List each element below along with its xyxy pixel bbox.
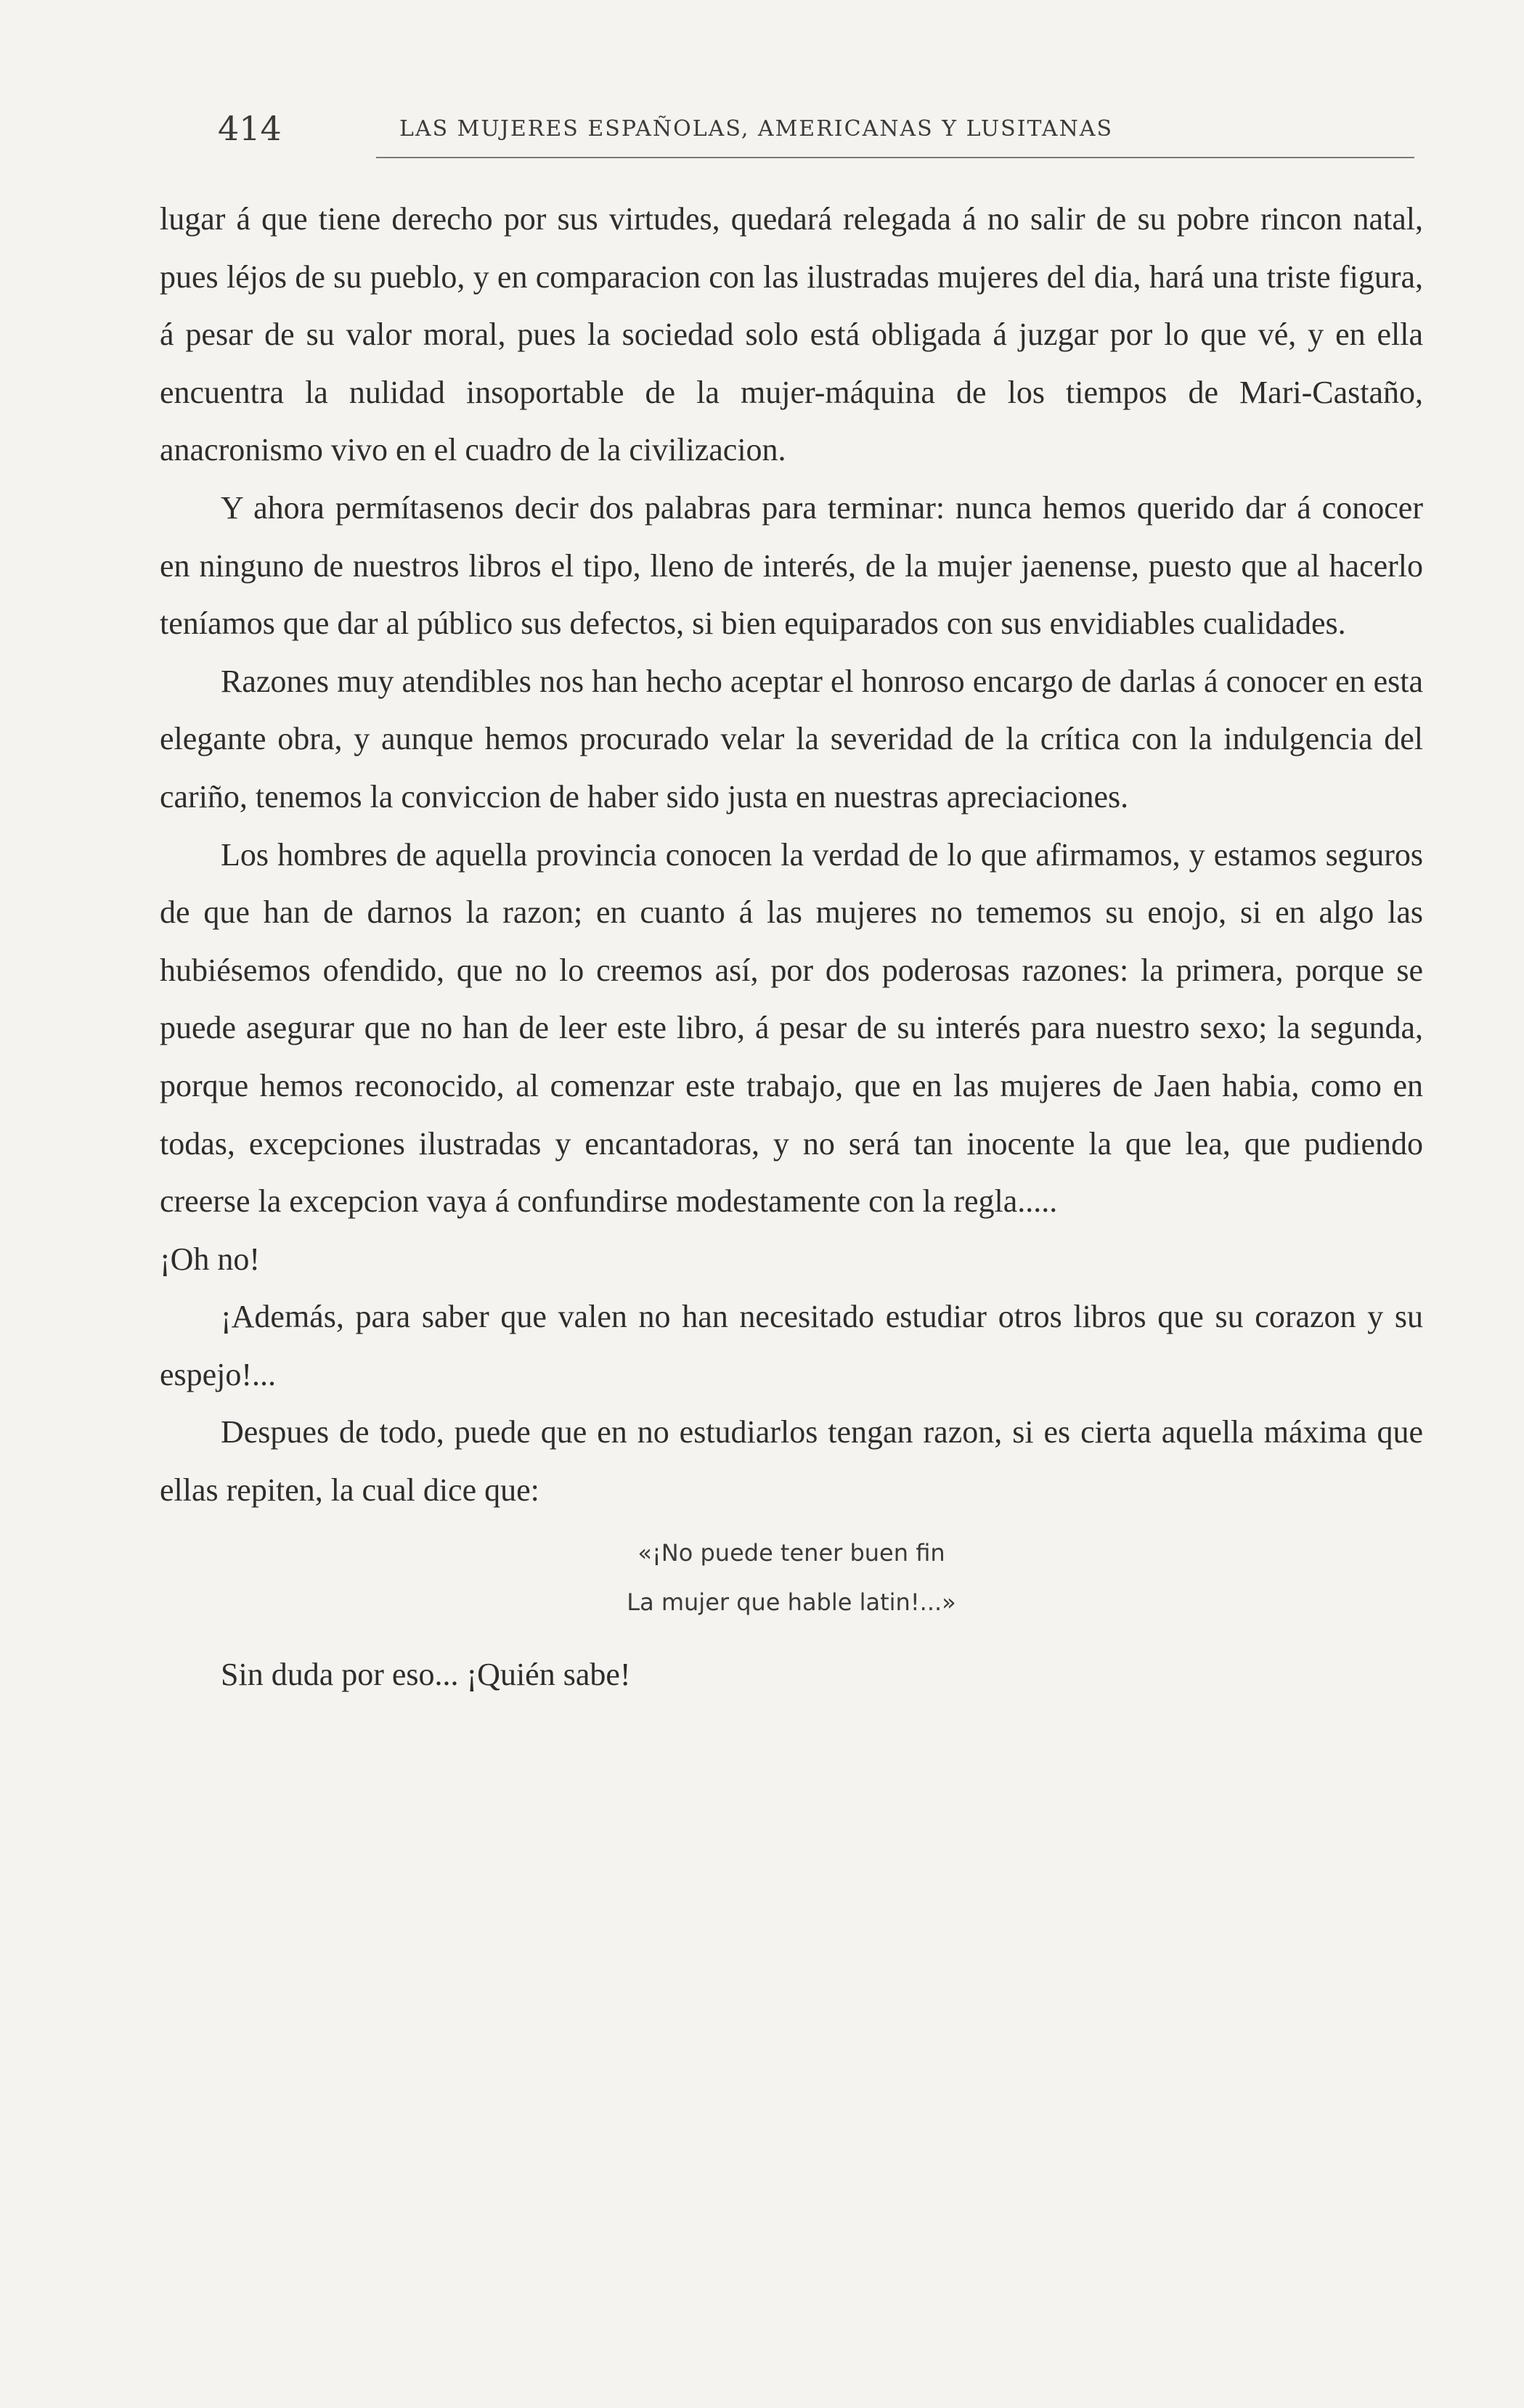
paragraph-exclamation: ¡Oh no! xyxy=(160,1241,261,1277)
closing-line: Sin duda por eso... ¡Quién sabe! xyxy=(221,1656,631,1692)
paragraph: ¡Además, para saber que valen no han necesitado estudiar otros libros que su corazon y su espejo!... xyxy=(160,1299,1423,1392)
paragraph: Razones muy atendibles nos han hecho aceptar el honroso encargo de darlas á conocer en esta elegante obra, y aunque hemos procurado velar la severidad de la crítica con la indulgencia del cariño, tenemos la conviccion de haber sido justa en nuestras apreciaciones. xyxy=(160,663,1423,815)
verse-quote xyxy=(160,1528,1423,1627)
paragraph: Los hombres de aquella provincia conocen la verdad de lo que afirmamos, y estamos seguros de que han de darnos la razon; en cuanto á las mujeres no tememos su enojo, si en algo las hubiésemos ofendido, que no lo creemos así, por dos poderosas razones: la primera, porque se puede asegurar que no han de leer este libro, á pesar de su interés para nuestro sexo; la segunda, porque hemos reconocido, al comenzar este trabajo, que en las mujeres de Jaen habia, como en todas, excepciones ilustradas y encantadoras, y no será tan inocente la que lea, que pudiendo creerse la excepcion vaya á confundirse modestamente con la regla..... xyxy=(160,836,1423,1220)
page-header xyxy=(218,109,1278,160)
body-text xyxy=(160,190,1423,1703)
running-head: LAS MUJERES ESPAÑOLAS, AMERICANAS Y LUSITANAS xyxy=(399,116,1114,142)
page-number: 414 xyxy=(218,109,282,148)
paragraph-continuation: lugar á que tiene derecho por sus virtudes, quedará relegada á no salir de su pobre rincon natal, pues léjos de su pueblo, y en comparacion con las ilustradas mujeres del dia, hará una triste figura, á pesar de su valor moral, pues la sociedad solo está obligada á juzgar por lo que vé, y en ella encuentra la nulidad insoportable de la mujer-máquina de los tiempos de Mari-Castaño, anacronismo vivo en el cuadro de la civilizacion. xyxy=(160,201,1423,468)
paragraph: Y ahora permítasenos decir dos palabras para terminar: nunca hemos querido dar á conocer en ninguno de nuestros libros el tipo, lleno de interés, de la mujer jaenense, puesto que al hacerlo teníamos que dar al público sus defectos, si bien equiparados con sus envidiables cualidades. xyxy=(160,489,1423,642)
header-rule xyxy=(376,157,1414,158)
verse-line: «¡No puede tener buen fin xyxy=(637,1538,945,1567)
verse-line: La mujer que hable latin!...» xyxy=(627,1588,956,1616)
paragraph: Despues de todo, puede que en no estudiarlos tengan razon, si es cierta aquella máxima que ellas repiten, la cual dice que: xyxy=(160,1414,1423,1509)
